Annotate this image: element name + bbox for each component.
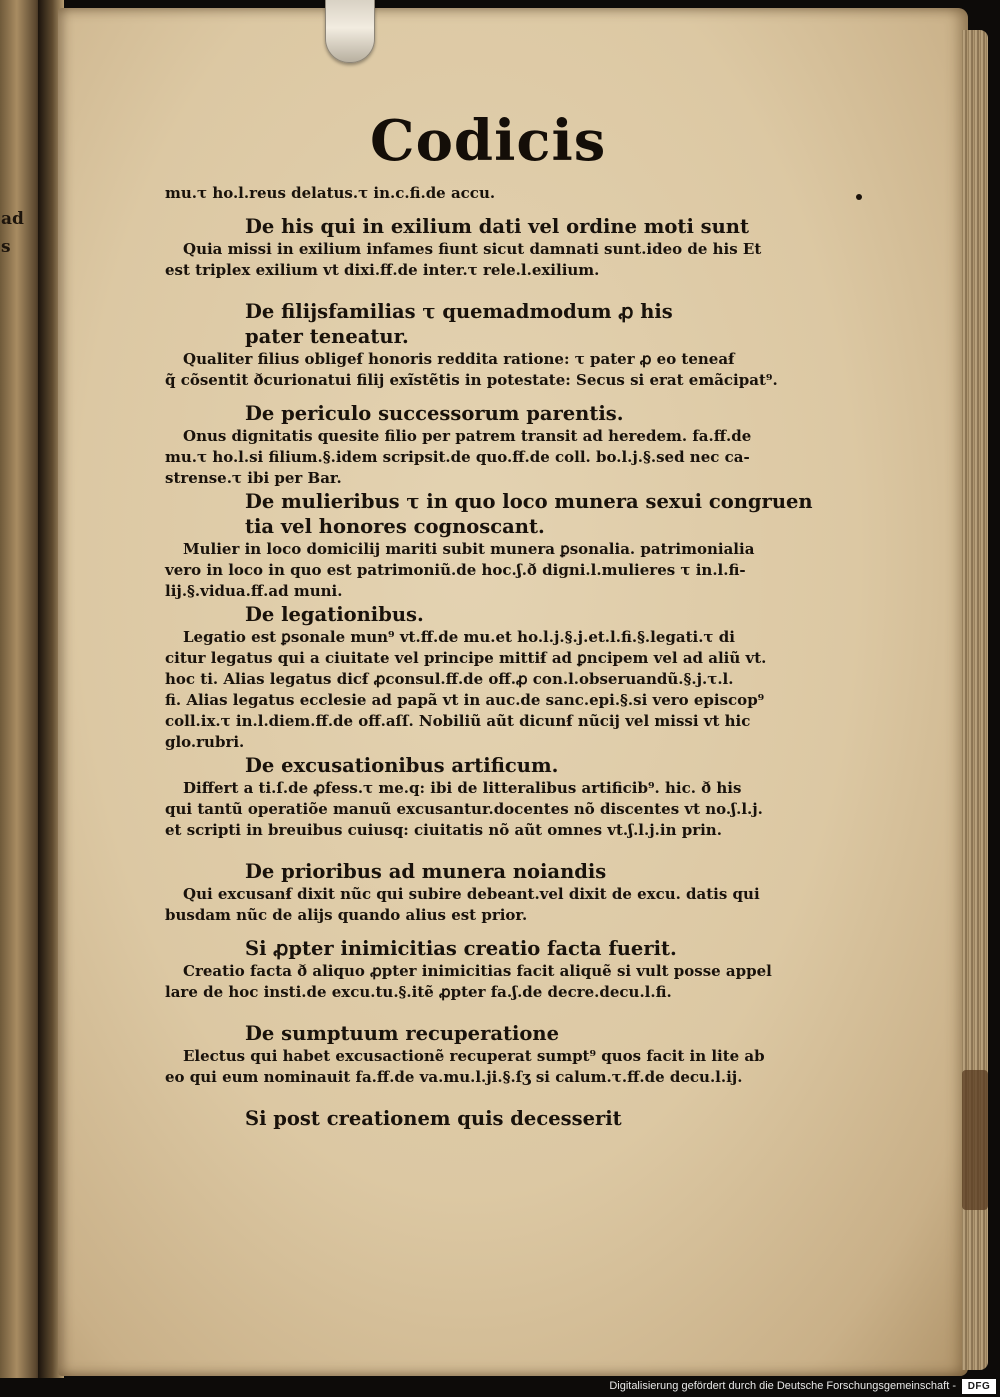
- page-clip: [325, 0, 375, 63]
- section-title: De filijsfamilias τ quemadmodum ꝓ his: [245, 300, 673, 323]
- text-line: Mulier in loco domicilij mariti subit munera ꝑsonalia. patrimonialia: [183, 540, 755, 558]
- text-line: coll.ix.τ in.l.diem.ff.de off.aſſ. Nobiliũ aũt dicunẜ nũcij vel missi vt hic: [165, 712, 751, 730]
- text-line: Qualiter filius obligeẜ honoris reddita ratione: τ pater ꝓ eo teneaẜ: [183, 350, 735, 368]
- section-title: pater teneatur.: [245, 325, 409, 348]
- text-line: hoc ti. Alias legatus dicẜ ꝓconsul.ff.de off.ꝓ con.l.obseruandũ.§.j.τ.l.: [165, 670, 734, 688]
- fore-edge-stain: [962, 1070, 988, 1210]
- section-title: De prioribus ad munera noiandis: [245, 860, 607, 883]
- text-line: q̃ cõsentit ðcurionatui filij exĩstẽtis in potestate: Secus si erat emãcipat⁹.: [165, 371, 778, 389]
- section-title: De his qui in exilium dati vel ordine moti sunt: [245, 215, 749, 238]
- text-line: fi. Alias legatus ecclesie ad papã vt in auc.de sanc.epi.§.si vero episcop⁹: [165, 691, 765, 709]
- text-line: Quia missi in exilium infames fiunt sicut damnati sunt.ideo de his Et: [183, 240, 762, 258]
- text-line: Differt a ti.ſ.de ꝓfess.τ me.q: ibi de litteralibus artificib⁹. hic. ð his: [183, 779, 742, 797]
- text-line: Electus qui habet excusactionẽ recuperat sumpt⁹ quos facit in lite ab: [183, 1047, 765, 1065]
- page-fore-edge: [962, 30, 988, 1370]
- dfg-logo-icon: DFG: [962, 1379, 996, 1394]
- text-line: qui tantũ operatiõe manuũ excusantur.docentes nõ discentes vt no.ʃ.l.j.: [165, 800, 763, 818]
- footer-credit: Digitalisierung gefördert durch die Deutsche Forschungsgemeinschaft -: [609, 1380, 956, 1392]
- text-line: mu.τ ho.l.reus delatus.τ in.c.fi.de accu.: [165, 184, 496, 202]
- text-line: busdam nũc de alijs quando alius est prior.: [165, 906, 528, 924]
- section-title: De sumptuum recuperatione: [245, 1022, 559, 1045]
- text-line: mu.τ ho.l.si filium.§.idem scripsit.de quo.ff.de coll. bo.l.j.§.sed nec ca-: [165, 448, 750, 466]
- text-line: Legatio est ꝑsonale mun⁹ vt.ff.de mu.et ho.l.j.§.j.et.l.fi.§.legati.τ di: [183, 628, 735, 646]
- section-title: De periculo successorum parentis.: [245, 402, 624, 425]
- section-title: Si post creationem quis decesserit: [245, 1107, 622, 1130]
- left-margin-line: ad: [1, 209, 24, 229]
- left-margin-line: s: [1, 237, 11, 257]
- text-line: lij.§.vidua.ff.ad muni.: [165, 582, 343, 600]
- text-line: eo qui eum nominauit fa.ff.de va.mu.l.ji.§.ſʒ si calum.τ.ff.de decu.l.ij.: [165, 1068, 743, 1086]
- running-head: Codicis: [370, 108, 607, 174]
- text-line: citur legatus qui a ciuitate vel principe mittiẜ ad ꝑncipem vel ad aliũ vt.: [165, 649, 767, 667]
- text-line: est triplex exilium vt dixi.ff.de inter.τ rele.l.exilium.: [165, 261, 600, 279]
- left-margin-fragment: [1, 205, 24, 261]
- section-title: tia vel honores cognoscant.: [245, 515, 545, 538]
- margin-dot: [856, 194, 862, 200]
- text-line: Qui excusanẜ dixit nũc qui subire debeant.vel dixit de excu. datis qui: [183, 885, 760, 903]
- text-line: strense.τ ibi per Bar.: [165, 469, 342, 487]
- text-line: et scripti in breuibus cuiusq: ciuitatis nõ aũt omnes vt.ʃ.l.j.in prin.: [165, 821, 722, 839]
- text-line: Creatio facta ð aliquo ꝓpter inimicitias facit aliquẽ si vult posse appel: [183, 962, 772, 980]
- section-title: De mulieribus τ in quo loco munera sexui congruen: [245, 490, 813, 513]
- section-title: Si ꝓpter inimicitias creatio facta fuerit.: [245, 937, 677, 960]
- section-title: De excusationibus artificum.: [245, 754, 559, 777]
- text-line: glo.rubri.: [165, 733, 245, 751]
- text-line: Onus dignitatis quesite filio per patrem transit ad heredem. fa.ff.de: [183, 427, 752, 445]
- section-title: De legationibus.: [245, 603, 424, 626]
- main-text: [165, 183, 813, 1131]
- text-line: vero in loco in quo est patrimoniũ.de hoc.ʃ.ð digni.l.mulieres τ in.l.fi-: [165, 561, 746, 579]
- text-line: lare de hoc insti.de excu.tu.§.itẽ ꝓpter fa.ʃ.de decre.decu.l.fi.: [165, 983, 672, 1001]
